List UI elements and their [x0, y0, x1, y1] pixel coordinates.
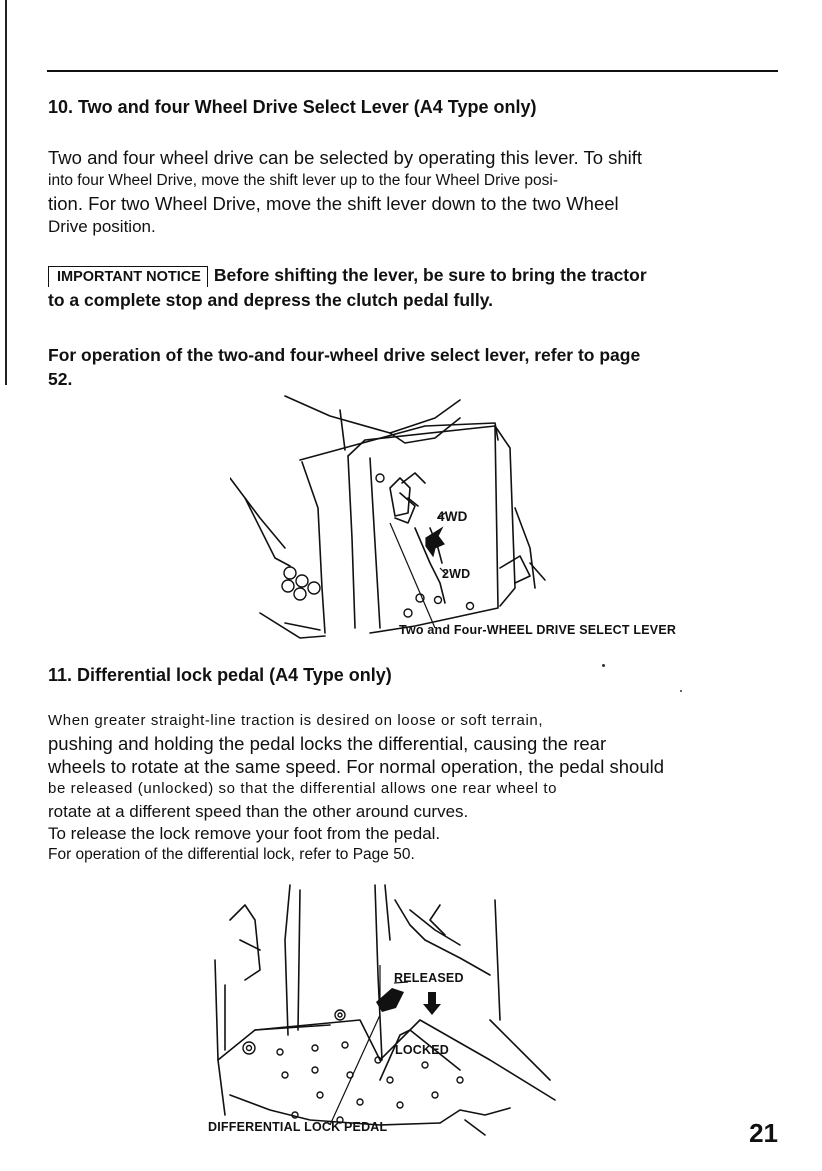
section-11-body: [48, 710, 778, 865]
page-number: 21: [749, 1118, 778, 1148]
body-line: For operation of the differential lock, refer to Page 50.: [48, 846, 415, 863]
page-edge-line: [5, 0, 7, 385]
figure-1-caption: Two and Four-WHEEL DRIVE SELECT LEVER: [399, 623, 677, 637]
body-line: wheels to rotate at the same speed. For normal operation, the pedal should: [48, 756, 665, 777]
section-10-heading: 10. Two and four Wheel Drive Select Lever (A4 Type only): [48, 97, 537, 117]
stray-speck: [680, 690, 682, 692]
stray-speck: [602, 664, 605, 667]
body-line: pushing and holding the pedal locks the differential, causing the rear: [48, 733, 607, 754]
differential-lock-pedal-figure: [200, 880, 580, 1142]
body-line: be released (unlocked) so that the differential allows one rear wheel to: [48, 780, 558, 797]
important-notice-label: IMPORTANT NOTICE: [48, 266, 208, 287]
body-line: into four Wheel Drive, move the shift lever up to the four Wheel Drive posi-: [48, 172, 558, 189]
label-locked: LOCKED: [395, 1043, 449, 1057]
body-line: tion. For two Wheel Drive, move the shift lever down to the two Wheel: [48, 193, 619, 214]
body-line: Drive position.: [48, 217, 156, 236]
body-line: To release the lock remove your foot from the pedal.: [48, 824, 441, 843]
top-rule: [47, 70, 778, 72]
figure-2-caption: DIFFERENTIAL LOCK PEDAL: [208, 1120, 388, 1134]
body-line: rotate at a different speed than the other around curves.: [48, 802, 469, 821]
reference-line: 52.: [48, 369, 73, 389]
label-4wd: 4WD: [437, 509, 468, 524]
body-line: When greater straight-line traction is desired on loose or soft terrain,: [48, 712, 544, 729]
notice-line: to a complete stop and depress the clutch pedal fully.: [48, 290, 494, 310]
body-line: Two and four wheel drive can be selected by operating this lever. To shift: [48, 147, 643, 168]
differential-lock-pedal-illustration: [200, 880, 580, 1142]
notice-text: Before shifting the lever, be sure to bring the tractor: [213, 265, 647, 285]
section-11-heading: 11. Differential lock pedal (A4 Type only): [48, 665, 392, 685]
label-released: RELEASED: [394, 971, 464, 985]
drive-select-lever-figure: [230, 388, 750, 650]
section-10-body: [48, 146, 778, 238]
label-2wd: 2WD: [442, 567, 471, 581]
notice-line: [48, 262, 778, 288]
section-10-reference: [48, 343, 778, 391]
important-notice: [48, 262, 778, 312]
drive-select-lever-illustration: [230, 388, 750, 650]
reference-line: For operation of the two-and four-wheel drive select lever, refer to page: [48, 345, 641, 365]
